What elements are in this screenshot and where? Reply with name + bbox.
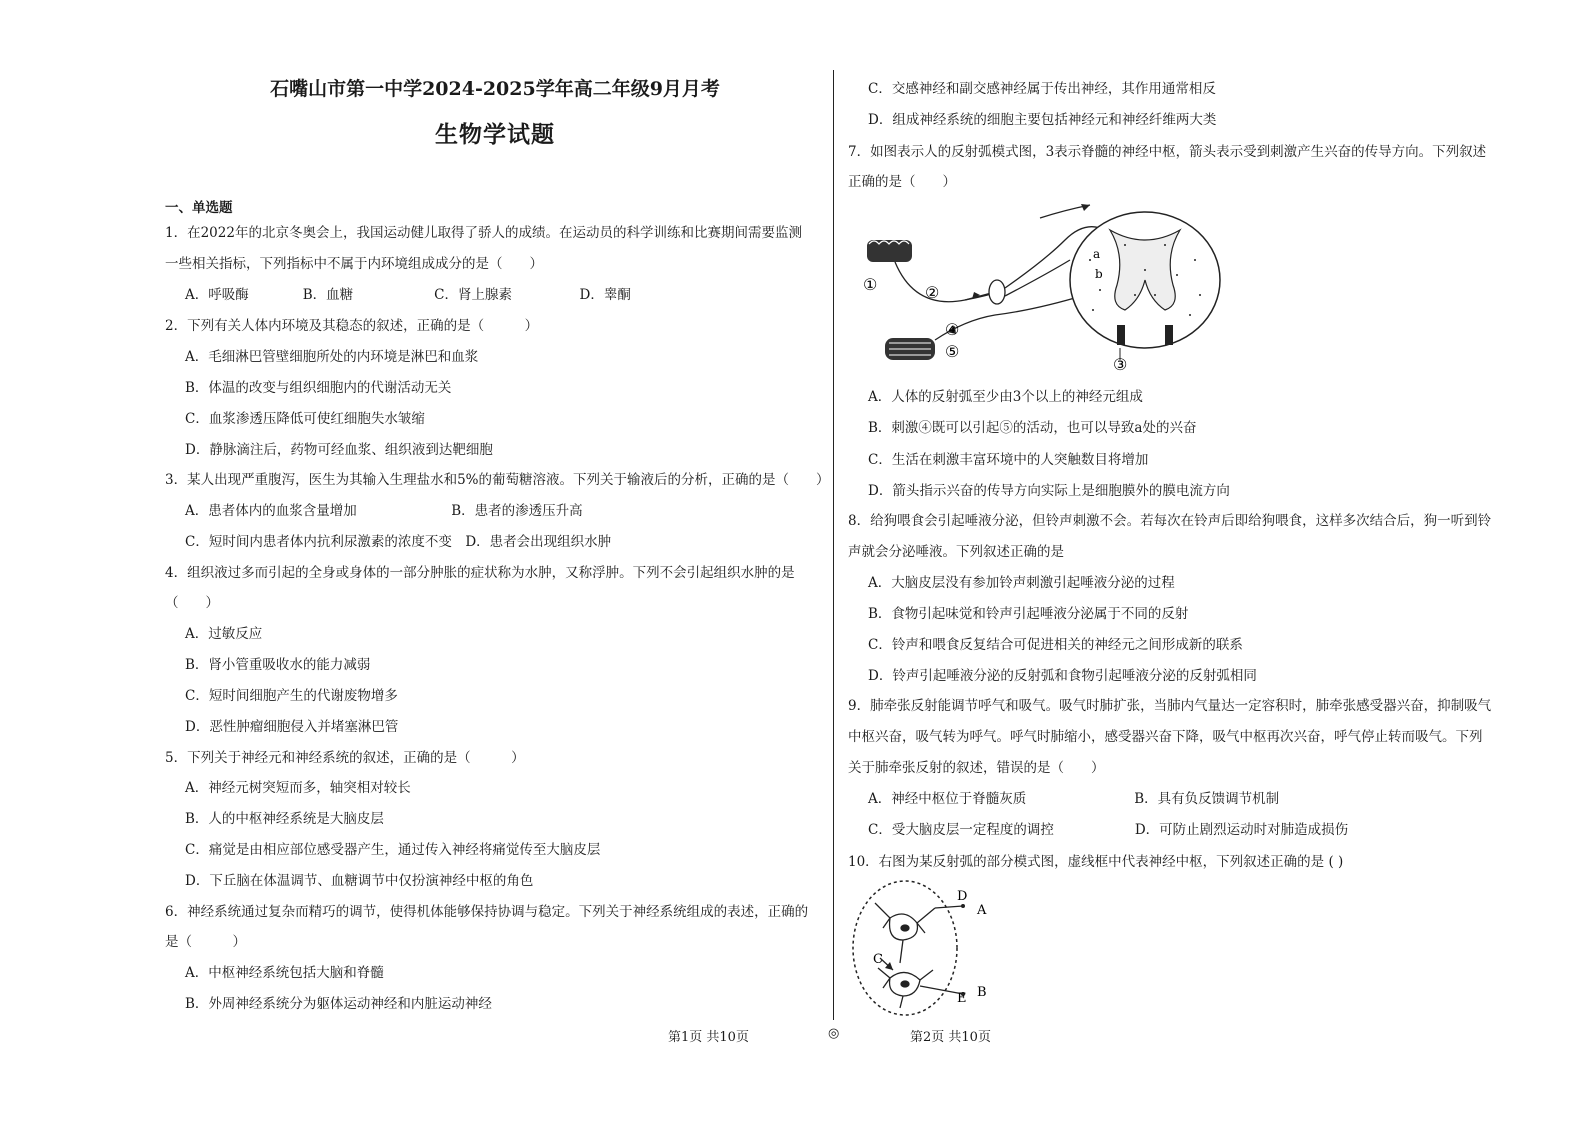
exam-title: 石嘴山市第一中学2024-2025学年高二年级9月月考 (270, 78, 720, 100)
label-1: ① (863, 275, 878, 294)
left-line: 一、单选题 (165, 200, 233, 216)
right-line: C．生活在刺激丰富环境中的人突触数目将增加 (868, 452, 1149, 468)
footer-center-mark: ◎ (828, 1026, 840, 1041)
receptor-skin (867, 240, 912, 262)
label-3: ③ (1113, 355, 1128, 374)
right-line: 8．给狗喂食会引起唾液分泌，但铃声刺激不会。若每次在铃声后即给狗喂食，这样多次结合后，狗一听到铃 (848, 513, 1492, 529)
right-line: A．人体的反射弧至少由3个以上的神经元组成 (868, 389, 1143, 405)
right-line: 正确的是（ ） (848, 174, 956, 190)
left-line: D．静脉滴注后，药物可经血浆、组织液到达靶细胞 (185, 442, 493, 458)
footer-page-2: 第2页 共10页 (910, 1030, 991, 1045)
right-line: D．箭头指示兴奋的传导方向实际上是细胞膜外的膜电流方向 (868, 483, 1230, 499)
label-E: E (957, 991, 967, 1006)
left-line: C．血浆渗透压降低可使红细胞失水皱缩 (185, 411, 425, 427)
right-line: 关于肺牵张反射的叙述，错误的是（ ） (848, 760, 1105, 776)
right-line: C．交感神经和副交感神经属于传出神经，其作用通常相反 (868, 81, 1216, 97)
exam-subtitle: 生物学试题 (435, 121, 555, 148)
right-line: D．铃声引起唾液分泌的反射弧和食物引起唾液分泌的反射弧相同 (868, 668, 1257, 684)
left-line: A．患者体内的血浆含量增加 B．患者的渗透压升高 (185, 503, 583, 519)
left-line: A．呼吸酶 B．血糖 C．肾上腺素 D．睾酮 (185, 287, 631, 303)
right-line: 9．肺牵张反射能调节呼气和吸气。吸气时肺扩张，当肺内气量达一定容积时，肺牵张感受器兴奋，抑制吸气 (848, 698, 1492, 714)
left-line: B．人的中枢神经系统是大脑皮层 (185, 811, 384, 827)
left-line: D．恶性肿瘤细胞侵入并堵塞淋巴管 (185, 719, 399, 735)
left-line: A．过敏反应 (185, 626, 263, 642)
right-line: 声就会分泌唾液。下列叙述正确的是 (848, 544, 1064, 560)
column-divider (833, 70, 834, 1020)
label-4: ④ (945, 320, 960, 339)
left-line: B．外周神经系统分为躯体运动神经和内脏运动神经 (185, 996, 492, 1012)
label-D: D (957, 889, 968, 904)
right-line: B．食物引起味觉和铃声引起唾液分泌属于不同的反射 (868, 606, 1189, 622)
left-line: 4．组织液过多而引起的全身或身体的一部分肿胀的症状称为水肿，又称浮肿。下列不会引起组织水肿的是 (165, 565, 795, 581)
left-line: 1．在2022年的北京冬奥会上，我国运动健儿取得了骄人的成绩。在运动员的科学训练和比赛期间需要监测 (165, 225, 802, 241)
right-line: C．受大脑皮层一定程度的调控 D．可防止剧烈运动时对肺造成损伤 (868, 822, 1349, 838)
left-line: B．体温的改变与组织细胞内的代谢活动无关 (185, 380, 452, 396)
right-line: 10．右图为某反射弧的部分模式图，虚线框中代表神经中枢，下列叙述正确的是 ( ) (848, 854, 1344, 870)
left-line: 一些相关指标，下列指标中不属于内环境组成成分的是（ ） (165, 256, 543, 272)
lower-neuron (878, 968, 963, 1008)
spinal-cord-section (1070, 212, 1220, 360)
right-line: A．大脑皮层没有参加铃声刺激引起唾液分泌的过程 (868, 575, 1175, 591)
label-2: ② (925, 283, 940, 302)
label-5: ⑤ (945, 342, 960, 361)
right-line: 中枢兴奋，吸气转为呼气。呼气时肺缩小，感受器兴奋下降，吸气中枢再次兴奋，呼气停止转而吸气。下列 (848, 729, 1483, 745)
left-line: C．痛觉是由相应部位感受器产生，通过传入神经将痛觉传至大脑皮层 (185, 842, 601, 858)
effector-muscle (885, 338, 935, 360)
left-line: 3．某人出现严重腹泻，医生为其输入生理盐水和5%的葡萄糖溶液。下列关于输液后的分析，正确的是（ ） (165, 472, 830, 488)
left-line: B．肾小管重吸收水的能力减弱 (185, 657, 371, 673)
left-line: 2．下列有关人体内环境及其稳态的叙述，正确的是（ ） (165, 318, 539, 334)
left-line: （ ） (165, 595, 219, 611)
label-C: C (873, 952, 883, 967)
label-B: B (977, 985, 987, 1000)
left-line: C．短时间内患者体内抗利尿激素的浓度不变 D．患者会出现组织水肿 (185, 534, 612, 550)
right-line: D．组成神经系统的细胞主要包括神经元和神经纤维两大类 (868, 112, 1217, 128)
label-A: A (977, 903, 987, 918)
left-line: A．毛细淋巴管壁细胞所处的内环境是淋巴和血浆 (185, 349, 479, 365)
upper-neuron (875, 903, 963, 963)
left-line: 是（ ） (165, 934, 246, 950)
neural-center-figure (845, 878, 1005, 1023)
left-line: 6．神经系统通过复杂而精巧的调节，使得机体能够保持协调与稳定。下列关于神经系统组成的表述，正确的 (165, 904, 809, 920)
right-line: C．铃声和喂食反复结合可促进相关的神经元之间形成新的联系 (868, 637, 1243, 653)
left-line: A．中枢神经系统包括大脑和脊髓 (185, 965, 384, 981)
left-line: 5．下列关于神经元和神经系统的叙述，正确的是（ ） (165, 750, 525, 766)
right-line: B．刺激④既可以引起⑤的活动，也可以导致a处的兴奋 (868, 420, 1197, 436)
label-b: b (1095, 267, 1103, 281)
right-line: A．神经中枢位于脊髓灰质 B．具有负反馈调节机制 (868, 791, 1280, 807)
label-a: a (1093, 247, 1101, 261)
left-line: C．短时间细胞产生的代谢废物增多 (185, 688, 398, 704)
footer-page-1: 第1页 共10页 (668, 1030, 749, 1045)
left-line: A．神经元树突短而多，轴突相对较长 (185, 780, 411, 796)
neural-center-boundary (853, 881, 957, 1015)
right-line: 7．如图表示人的反射弧模式图，3表示脊髓的神经中枢，箭头表示受到刺激产生兴奋的传导方向。下列叙述 (848, 144, 1487, 160)
left-line: D．下丘脑在体温调节、血糖调节中仅扮演神经中枢的角色 (185, 873, 534, 889)
reflex-arc-figure (855, 200, 1235, 375)
